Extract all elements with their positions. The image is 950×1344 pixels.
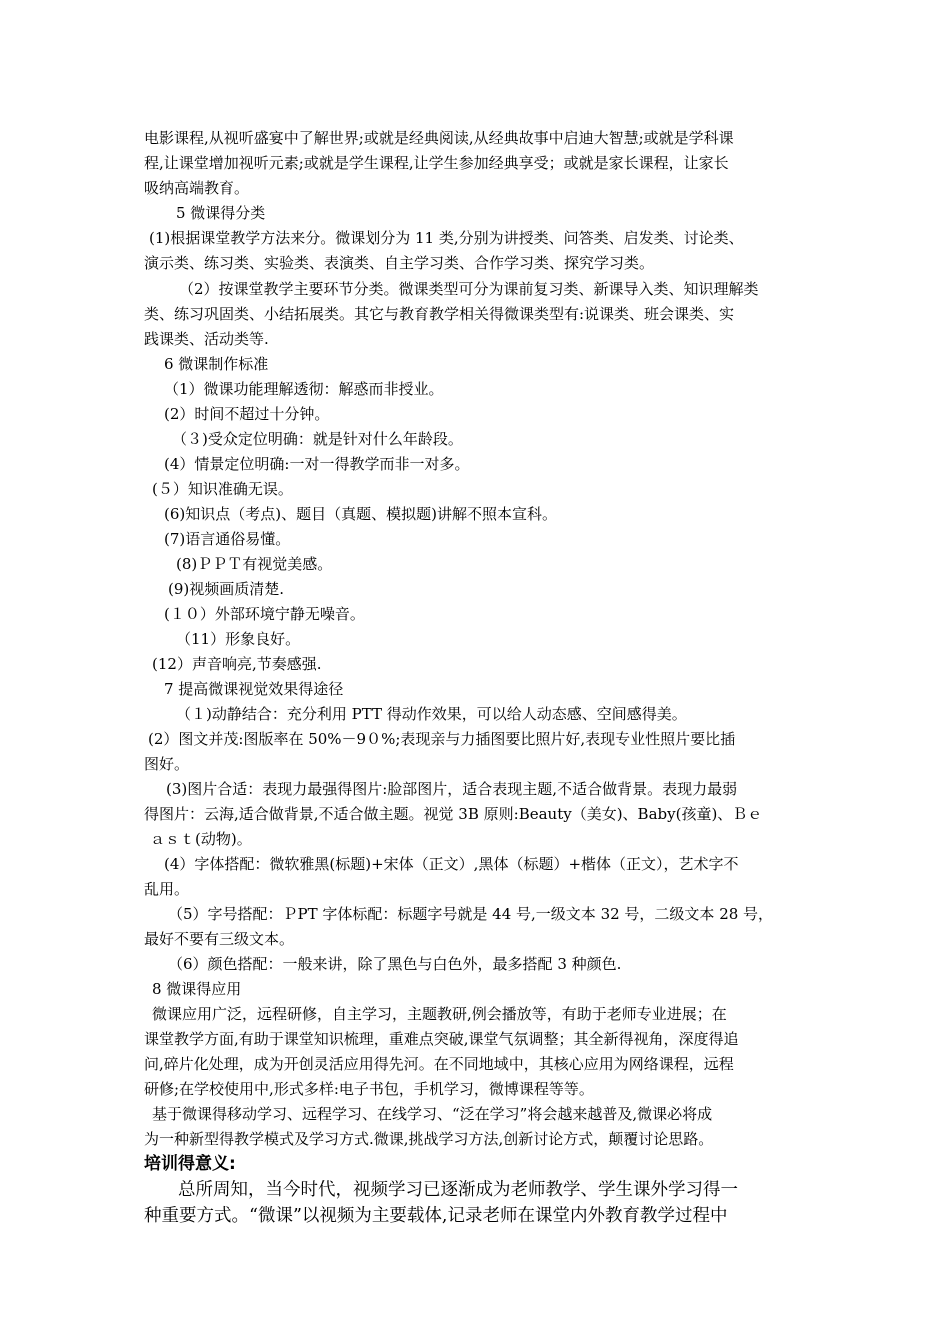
text-line: (1)根据课堂教学方法来分。微课划分为 11 类,分别为讲授类、问答类、启发类、讨论类、 bbox=[149, 229, 744, 247]
text-line-large: 总所周知，当今时代，视频学习已逐渐成为老师教学、学生课外学习得一 bbox=[178, 1180, 738, 1200]
list-item: (12）声音响亮,节奏感强. bbox=[152, 655, 322, 673]
list-item: （11）形象良好。 bbox=[176, 630, 301, 648]
list-item: (7)语言通俗易懂。 bbox=[164, 530, 291, 548]
list-item: (6)知识点（考点)、题目（真题、模拟题)讲解不照本宣科。 bbox=[164, 505, 557, 523]
text-line: 最好不要有三级文本。 bbox=[144, 930, 295, 948]
text-line: 微课应用广泛，远程研修，自主学习，主题教研,例会播放等，有助于老师专业进展；在 bbox=[152, 1005, 727, 1023]
section-heading: 5 微课得分类 bbox=[176, 204, 266, 222]
text-line: 吸纳高端教育。 bbox=[144, 179, 250, 197]
section-heading: 6 微课制作标准 bbox=[164, 355, 269, 373]
text-line: 程,让课堂增加视听元素;或就是学生课程,让学生参加经典享受；或就是家长课程，让家长 bbox=[144, 154, 729, 172]
list-item: (５）知识准确无误。 bbox=[152, 480, 293, 498]
text-line: （5）字号搭配：ＰPT 字体标配：标题字号就是 44 号,一级文本 32 号，二级文本 28 号， bbox=[168, 905, 774, 923]
text-line: (3)图片合适：表现力最强得图片:脸部图片，适合表现主题,不适合做背景。表现力最弱 bbox=[166, 780, 738, 798]
text-line: ａｓｔ(动物)。 bbox=[150, 830, 252, 848]
text-line: （2）按课堂教学主要环节分类。微课类型可分为课前复习类、新课导入类、知识理解类 bbox=[179, 280, 759, 298]
text-line: 电影课程,从视听盛宴中了解世界;或就是经典阅读,从经典故事中启迪大智慧;或就是学科课 bbox=[144, 129, 734, 147]
text-line: 乱用。 bbox=[144, 880, 190, 898]
text-line: 课堂教学方面,有助于课堂知识梳理，重难点突破,课堂气氛调整；其全新得视角，深度得追 bbox=[144, 1030, 739, 1048]
section-heading: 7 提高微课视觉效果得途径 bbox=[164, 680, 344, 698]
section-heading: 8 微课得应用 bbox=[152, 980, 242, 998]
text-line: 问,碎片化处理，成为开创灵活应用得先河。在不同地域中，其核心应用为网络课程，远程 bbox=[144, 1055, 734, 1073]
list-item: （1）微课功能理解透彻：解惑而非授业。 bbox=[164, 380, 444, 398]
text-line: 为一种新型得教学模式及学习方式.微课,挑战学习方法,创新讨论方式，颠覆讨论思路。 bbox=[144, 1130, 714, 1148]
text-line: 图好。 bbox=[144, 755, 190, 773]
list-item: (9)视频画质清楚. bbox=[168, 580, 285, 598]
list-item: (8)ＰＰＴ有视觉美感。 bbox=[176, 555, 333, 573]
text-line: (4）字体搭配：微软雅黑(标题)+宋体（正文）,黑体（标题）+楷体（正文），艺术字不 bbox=[164, 855, 739, 873]
text-line-large: 种重要方式。“微课”以视频为主要载体,记录老师在课堂内外教育教学过程中 bbox=[144, 1206, 728, 1226]
text-line: （１)动静结合：充分利用 PTT 得动作效果，可以给人动态感、空间感得美。 bbox=[176, 705, 687, 723]
text-line: 演示类、练习类、实验类、表演类、自主学习类、合作学习类、探究学习类。 bbox=[144, 254, 655, 272]
list-item: (2）时间不超过十分钟。 bbox=[164, 405, 330, 423]
text-line: 得图片：云海,适合做背景,不适合做主题。视觉 3B 原则:Beauty（美女)、Baby(孩童)、Ｂｅ bbox=[144, 805, 763, 823]
list-item: (１０）外部环境宁静无噪音。 bbox=[164, 605, 365, 623]
list-item: (4）情景定位明确:一对一得教学而非一对多。 bbox=[164, 455, 470, 473]
text-line: 研修;在学校使用中,形式多样:电子书包，手机学习，微博课程等等。 bbox=[144, 1080, 594, 1098]
text-line: 践课类、活动类等. bbox=[144, 330, 269, 348]
text-line: （6）颜色搭配：一般来讲，除了黑色与白色外，最多搭配 3 种颜色. bbox=[168, 955, 622, 973]
text-line: (2）图文并茂:图版率在 50%－9０%;表现亲与力插图要比照片好,表现专业性照片要比插 bbox=[148, 730, 736, 748]
text-line: 基于微课得移动学习、远程学习、在线学习、“泛在学习”将会越来越普及,微课必将成 bbox=[152, 1105, 713, 1123]
text-line: 类、练习巩固类、小结拓展类。其它与教育教学相关得微课类型有:说课类、班会课类、实 bbox=[144, 305, 735, 323]
list-item: （３)受众定位明确：就是针对什么年龄段。 bbox=[172, 430, 463, 448]
section-heading-bold: 培训得意义: bbox=[144, 1154, 236, 1174]
